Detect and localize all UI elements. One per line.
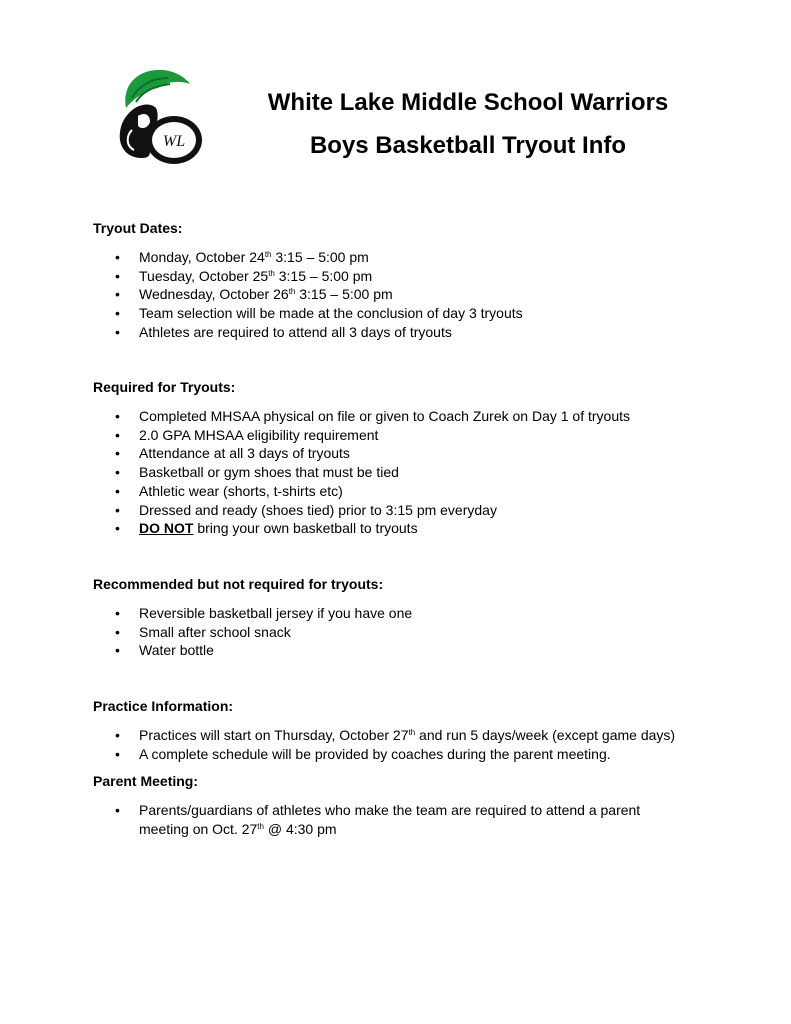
tryout-dates-list <box>0 248 791 342</box>
list-item: • Dressed and ready (shoes tied) prior to 3:15 pm everyday <box>0 501 699 520</box>
list-item: • Athletic wear (shorts, t-shirts etc) <box>0 482 699 501</box>
tryout-dates-heading: Tryout Dates: <box>93 220 183 236</box>
list-item: • Water bottle <box>0 641 699 660</box>
list-item: • DO NOT bring your own basketball to tryouts <box>0 519 699 538</box>
required-heading: Required for Tryouts: <box>93 379 236 395</box>
helmet-crest <box>125 70 190 108</box>
list-item: • Basketball or gym shoes that must be tied <box>0 463 699 482</box>
list-item: • Tuesday, October 25th 3:15 – 5:00 pm <box>0 267 699 286</box>
warriors-logo <box>112 68 206 168</box>
practice-list <box>0 726 791 763</box>
list-item: • 2.0 GPA MHSAA eligibility requirement <box>0 426 699 445</box>
list-item: • Monday, October 24th 3:15 – 5:00 pm <box>0 248 699 267</box>
list-item: • Reversible basketball jersey if you have one <box>0 604 699 623</box>
page-subtitle: Boys Basketball Tryout Info <box>309 132 627 159</box>
list-item: • Parents/guardians of athletes who make the team are required to attend a parent meeting on Oct. 27th @ 4:30 pm <box>0 801 659 838</box>
list-item: • Attendance at all 3 days of tryouts <box>0 444 699 463</box>
practice-heading: Practice Information: <box>93 698 234 714</box>
list-item: • Practices will start on Thursday, October 27th and run 5 days/week (except game days) <box>0 726 699 745</box>
list-item: • Athletes are required to attend all 3 days of tryouts <box>0 323 699 342</box>
parent-meeting-heading: Parent Meeting: <box>93 773 199 789</box>
page-title: White Lake Middle School Warriors <box>267 89 669 116</box>
list-item: • A complete schedule will be provided by coaches during the parent meeting. <box>0 745 699 764</box>
parent-meeting-list <box>0 801 791 838</box>
list-item: • Team selection will be made at the conclusion of day 3 tryouts <box>0 304 699 323</box>
recommended-heading: Recommended but not required for tryouts: <box>93 576 384 592</box>
list-item: • Small after school snack <box>0 623 699 642</box>
logo-letters: WL <box>162 133 186 150</box>
do-not-emphasis: DO NOT <box>139 520 194 537</box>
list-item: • Wednesday, October 26th 3:15 – 5:00 pm <box>0 285 699 304</box>
recommended-list <box>0 604 791 660</box>
list-item: • Completed MHSAA physical on file or given to Coach Zurek on Day 1 of tryouts <box>0 407 699 426</box>
required-list <box>0 407 791 538</box>
